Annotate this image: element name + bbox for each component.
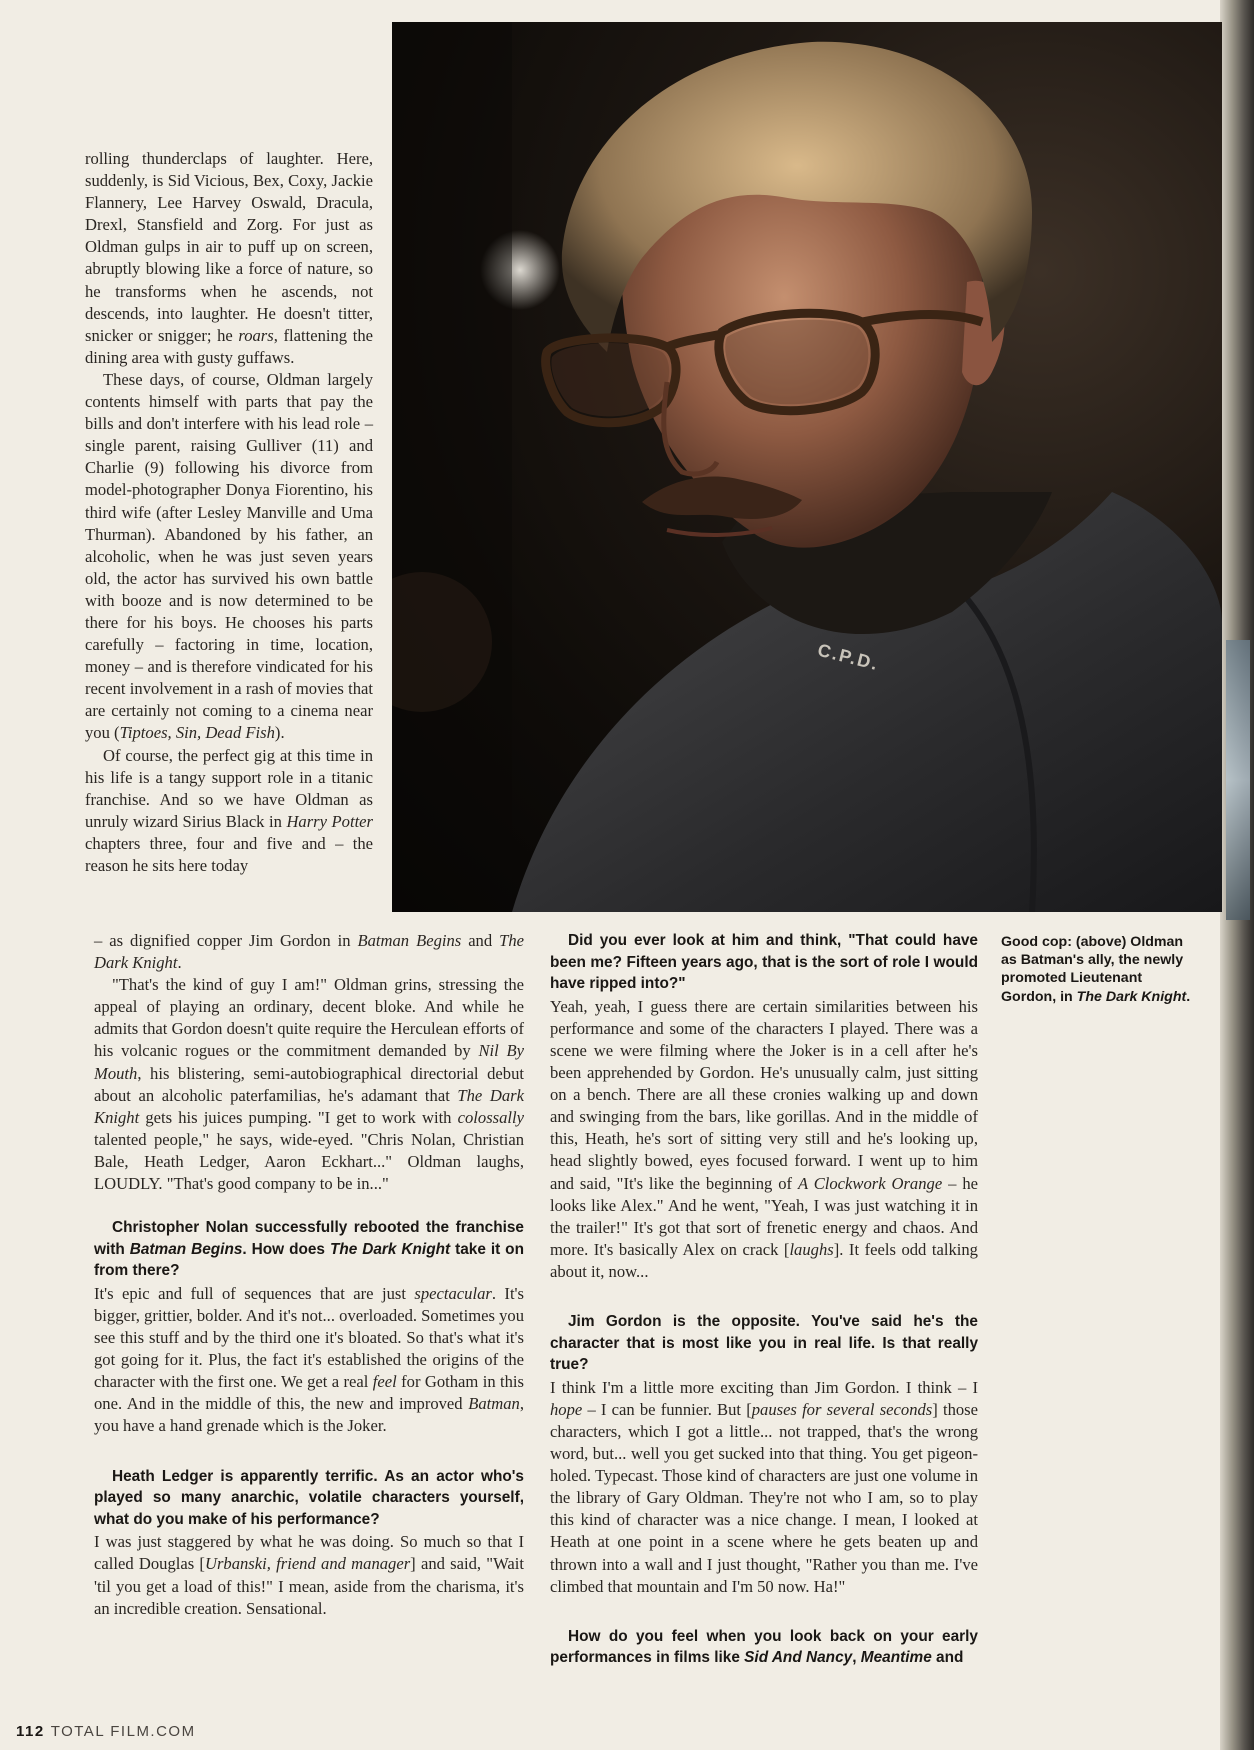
- emphasis: Batman: [468, 1394, 520, 1414]
- text-run: , his blistering, semi-autobiographical directorial debut about an alcoholic paterfamilias, he's adamant that: [94, 1063, 524, 1105]
- text-run: – as dignified copper Jim Gordon in: [94, 931, 358, 950]
- question-heading: Did you ever look at him and think, "That could have been me? Fifteen years ago, that is the sort of role I would have ripped into?": [550, 932, 978, 993]
- question-heading: Heath Ledger is apparently terrific. As an actor who's played so many anarchic, volatile characters yourself, what do you make of his performance?: [94, 1467, 524, 1528]
- page-edge: [1220, 0, 1254, 1750]
- right-column: [550, 930, 978, 1669]
- emphasis: Urbanski, friend and manager: [204, 1554, 411, 1574]
- text-run: , you have a hand grenade which is the Joker.: [94, 1394, 524, 1436]
- caption-text: Oldman as Batman's ally, the newly promoted Lieutenant Gordon, in: [1001, 934, 1184, 1005]
- text-run: How do you feel when you look back on your early performances in films like: [550, 1627, 978, 1667]
- text-run: ).: [274, 723, 285, 743]
- text-run: and: [931, 1649, 964, 1667]
- text-run: I think I'm a little more exciting than Jim Gordon. I think – I: [550, 1377, 978, 1397]
- gordon-photo: [392, 22, 1222, 912]
- emphasis: feel: [372, 1372, 397, 1392]
- text-run: "That's the kind of guy I am!" Oldman grins, stressing the appeal of playing an ordinary, decent bloke. And while he admits that Gordon doesn't quite require the Herculean efforts of his volcanic rogues or the commitment demanded by: [94, 975, 524, 1061]
- text-run: Yeah, yeah, I guess there are certain similarities between his performance and some of the characters I played. There was a scene we were filming where the Joker is in a cell after he's been apprehended by Gordon. He's unusually calm, just sitting on a bench. There are all these cronies walking up and down and swinging from the bars, like gorillas. And in the middle of this, Heath, he's sort of sitting very still and he's looking up, head slightly bowed, eyes focused forward. I went up to him and said, "It's like the beginning of: [550, 996, 978, 1193]
- shirt-logo-text: C.P.D.: [815, 639, 882, 675]
- emphasis: Nil By Mouth: [94, 1041, 524, 1083]
- text-run: These days, of course, Oldman largely contents himself with parts that pay the bills and don't interfere with his lead role – single parent, raising Gulliver (11) and Charlie (9) following his divorce from model-photographer Donya Fiorentino, his third wife (after Lesley Manville and Uma Thurman). Abandoned by his father, an alcoholic, when he was just seven years old, the actor has survived his own battle with booze and is now determined to be there for his boys. He chooses his parts carefully – factoring in time, location, money – and is therefore vindicated for his recent involvement in a rash of movies that are certainly not coming to a cinema near you (: [85, 369, 373, 743]
- left-column-lower: [94, 930, 524, 1620]
- emphasis: Sid And Nancy: [744, 1649, 853, 1667]
- emphasis: A Clockwork Orange: [797, 1173, 943, 1193]
- emphasis: laughs: [789, 1239, 834, 1259]
- emphasis: hope: [550, 1399, 583, 1419]
- emphasis: Batman Begins: [129, 1240, 243, 1258]
- emphasis: pauses for several seconds: [751, 1399, 933, 1419]
- text-run: . It's bigger, grittier, bolder. And it's not... overloaded. Sometimes you see this stuff and by the third one it's bloated. So that's what it's got going for it. Plus, the fact it's established the origins of the character with the first one. We get a real: [94, 1283, 525, 1392]
- text-run: ] those characters, which I got a little... not trapped, that's the wrong word, but... well you get sucked into that thing. You get pigeon-holed. Typecast. Those kind of characters are just one volume in the library of Gary Oldman. They're not who I am, so to play this kind of character was a nice change. I mean, I looked at Heath at one point in a scene where he gets beaten up and thrown into a wall and I just thought, "Rather you than me. I've climbed that mountain and I'm 50 now. Ha!": [550, 1399, 979, 1596]
- question-heading: [94, 1217, 524, 1282]
- emphasis: The Dark Knight: [94, 1085, 524, 1127]
- question-heading: Jim Gordon is the opposite. You've said he's the character that is most like you in real life. Is that really true?: [550, 1313, 978, 1374]
- text-run: Of course, the perfect gig at this time in his life is a tangy support role in a titanic franchise. And so we have Oldman as unruly wizard Sirius Black in: [85, 745, 373, 831]
- text-run: .: [177, 953, 182, 973]
- emphasis: The Dark Knight: [94, 931, 525, 973]
- paragraph: [85, 745, 373, 878]
- text-run: talented people," he says, wide-eyed. "Chris Nolan, Christian Bale, Heath Ledger, Aaron Eckhart..." Oldman laughs, LOUDLY. "That's good company to be in...": [94, 1129, 524, 1194]
- emphasis: colossally: [457, 1107, 524, 1127]
- text-run: gets his juices pumping. "I get to work with: [139, 1107, 458, 1127]
- emphasis: roars: [238, 325, 274, 345]
- text-run: , flattening the dining area with gusty guffaws.: [85, 325, 373, 367]
- page-number: 112: [16, 1723, 45, 1740]
- text-run: ,: [852, 1649, 861, 1667]
- caption-title: The Dark Knight: [1076, 988, 1187, 1005]
- text-run: chapters three, four and five and – the reason he sits here today: [85, 833, 373, 875]
- text-run: ]. It feels odd talking about it, now...: [550, 1239, 978, 1281]
- portrait-illustration: [392, 22, 1222, 912]
- paragraph: [85, 148, 373, 369]
- adjacent-page-strip: [1226, 640, 1250, 920]
- text-run: for Gotham in this one. And in the middle of this, the new and improved: [94, 1372, 524, 1414]
- caption-label: Good cop: (above): [1001, 934, 1127, 950]
- text-run: and: [461, 931, 500, 950]
- question-heading: [550, 1626, 978, 1669]
- emphasis: Tiptoes, Sin, Dead Fish: [119, 723, 275, 743]
- paragraph: [94, 974, 524, 1195]
- emphasis: spectacular: [414, 1283, 492, 1303]
- emphasis: Meantime: [860, 1649, 932, 1667]
- site-name: TOTAL FILM.COM: [50, 1723, 196, 1740]
- text-run: – he looks like Alex." And he went, "Yeah, I was just watching it in the trailer!" It's got that sort of frenetic energy and chaos. And more. It's basically Alex on crack [: [550, 1173, 978, 1259]
- photo-caption: [1001, 933, 1191, 1006]
- answer-paragraph: [94, 1531, 524, 1619]
- page-folio: [16, 1723, 196, 1740]
- answer-paragraph: [94, 1283, 524, 1438]
- text-run: It's epic and full of sequences that are just: [94, 1283, 415, 1303]
- text-run: rolling thunderclaps of laughter. Here, suddenly, is Sid Vicious, Bex, Coxy, Jackie Flannery, Lee Harvey Oswald, Dracula, Drexl, Stansfield and Zorg. For just as Oldman gulps in air to puff up on screen, abruptly blowing like a force of nature, so he transforms when he ascends, not descends, into laughter. He doesn't titter, snicker or snigger; he: [85, 149, 373, 345]
- left-column-upper: [85, 148, 373, 877]
- emphasis: Harry Potter: [286, 811, 373, 831]
- text-run: .: [1186, 988, 1191, 1005]
- text-run: – I can be funnier. But [: [582, 1399, 752, 1419]
- text-run: take it on from there?: [94, 1240, 524, 1280]
- text-run: ] and said, "Wait 'til you get a load of this!" I mean, aside from the charisma, it's an incredible creation. Sensational.: [94, 1554, 524, 1618]
- paragraph: [85, 369, 373, 745]
- text-run: . How does: [242, 1240, 330, 1258]
- emphasis: Batman Begins: [357, 931, 462, 950]
- text-run: Christopher Nolan successfully rebooted the franchise with: [94, 1219, 524, 1258]
- answer-paragraph: [550, 1377, 978, 1598]
- paragraph: [94, 930, 524, 974]
- emphasis: The Dark Knight: [329, 1240, 451, 1258]
- answer-paragraph: [550, 996, 978, 1283]
- text-run: I was just staggered by what he was doing. So much so that I called Douglas [: [94, 1532, 524, 1574]
